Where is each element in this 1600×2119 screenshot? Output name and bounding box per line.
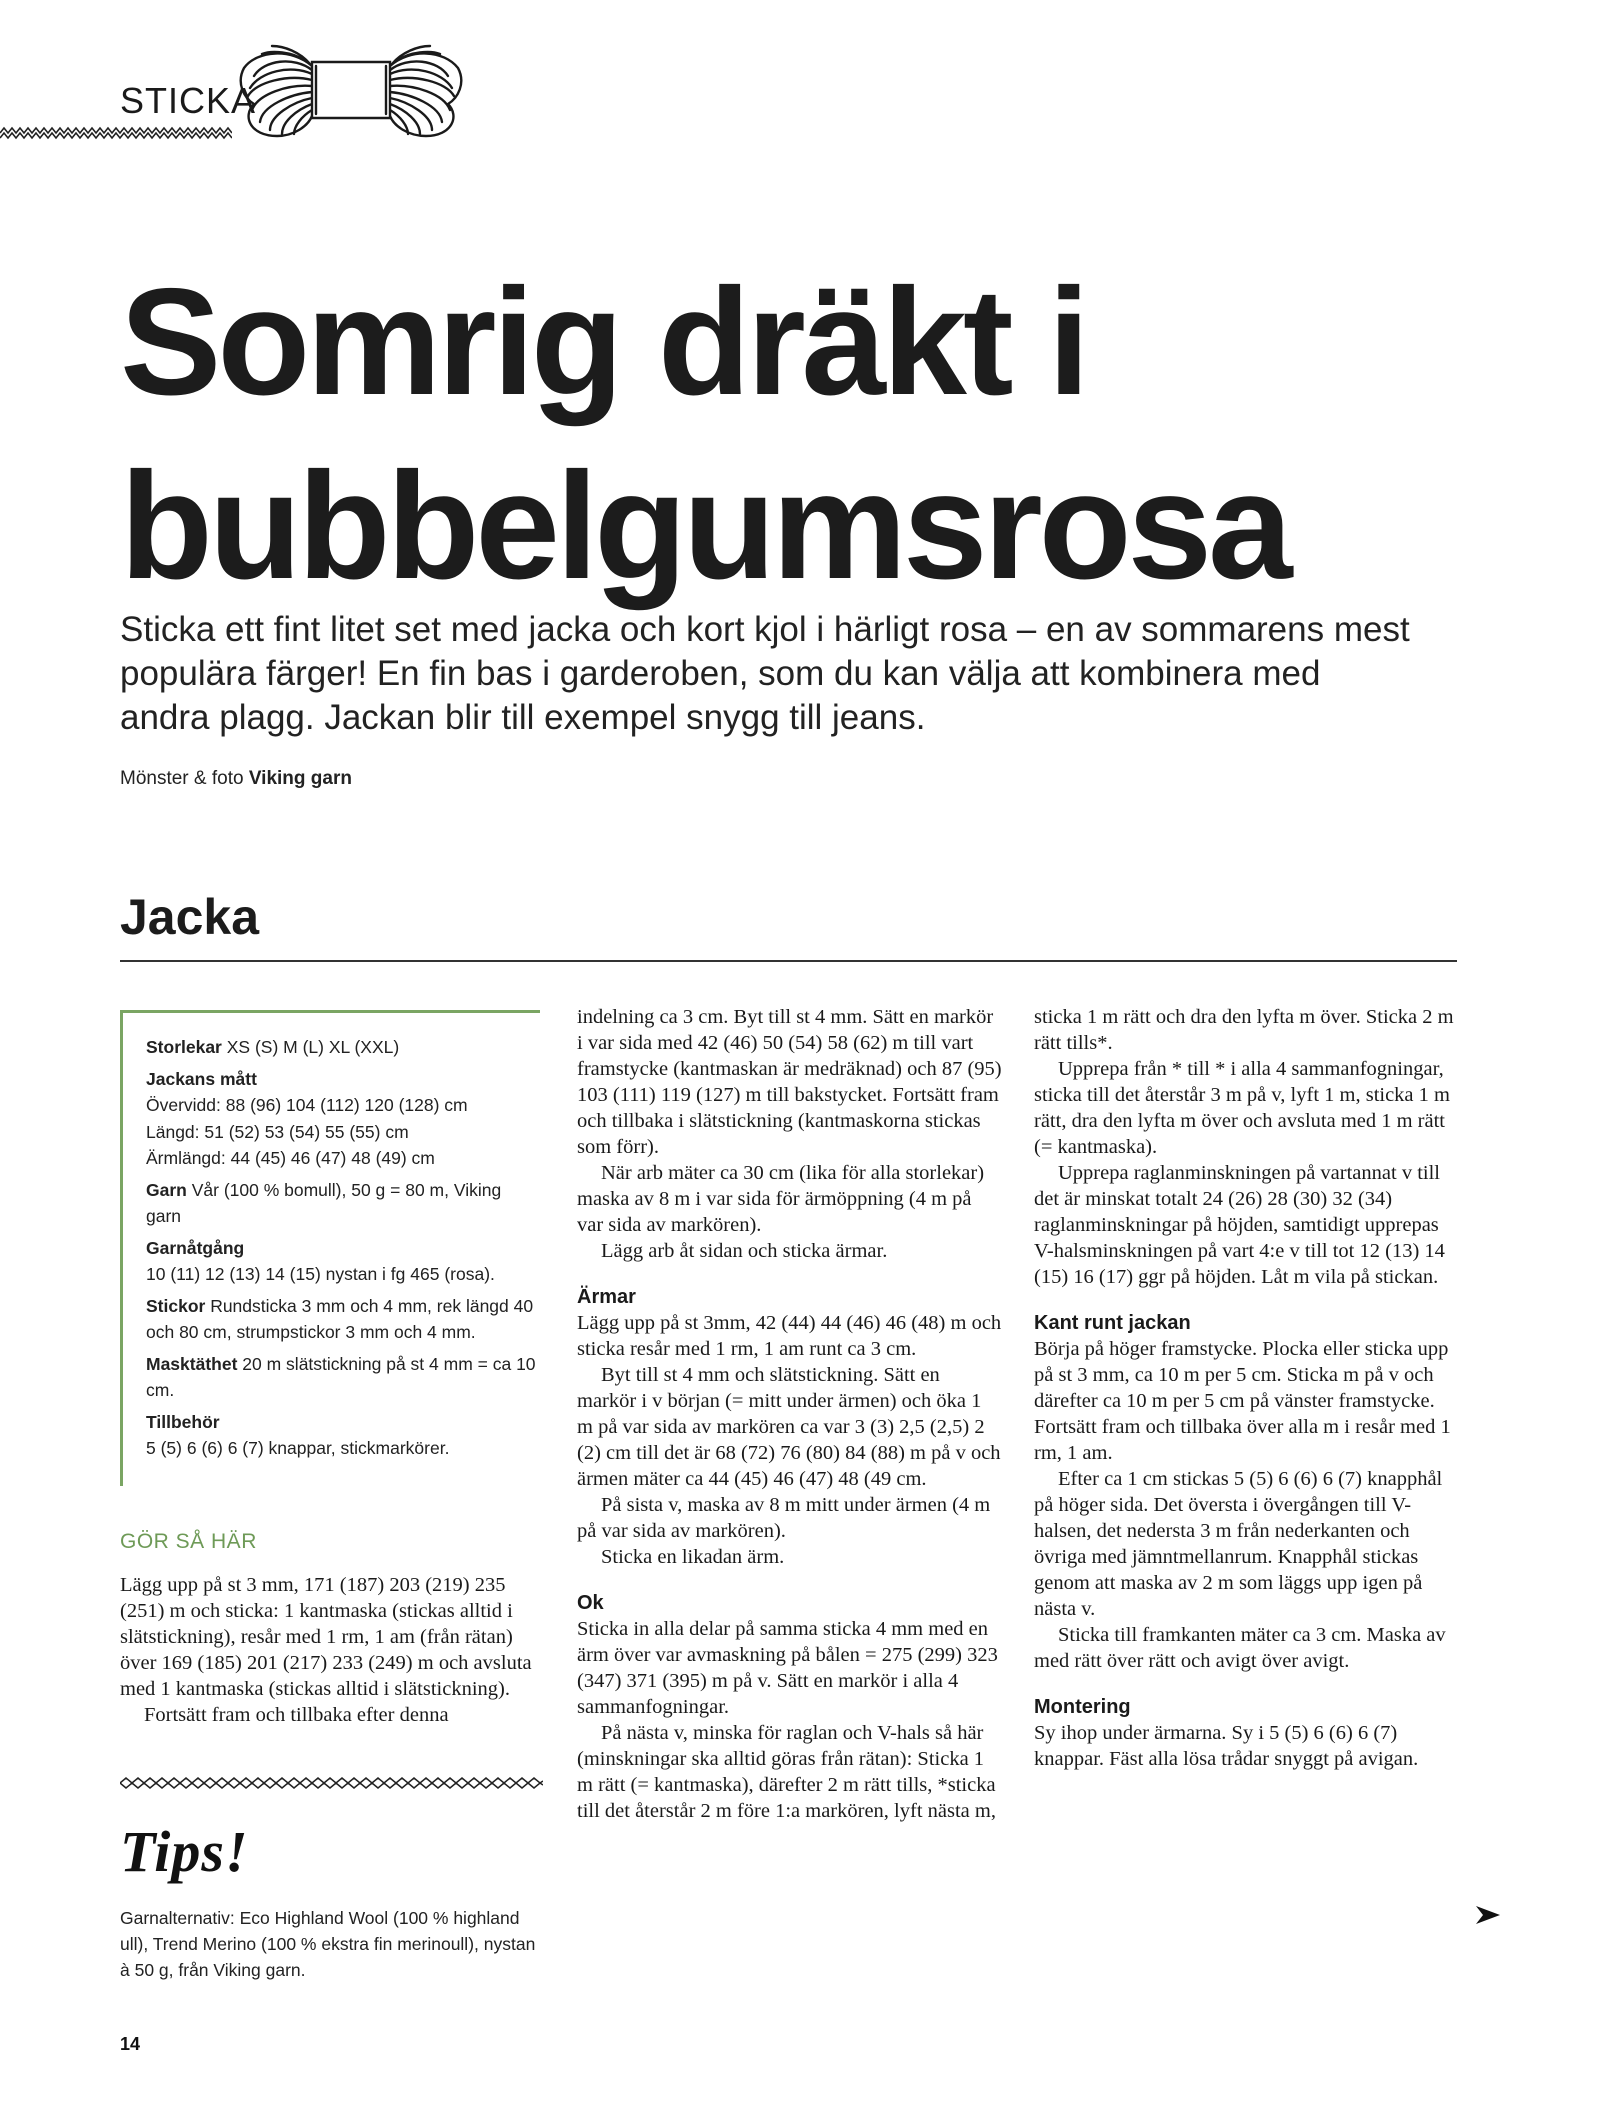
fact-accessories-value: 5 (5) 6 (6) 6 (7) knappar, stickmarkörer. <box>146 1438 450 1458</box>
fact-needles <box>146 1293 541 1346</box>
paragraph: indelning ca 3 cm. Byt till st 4 mm. Sätt en markör i var sida med 42 (46) 50 (54) 58 (62) m till vart framstycke (kantmaskan är medräknad) och 87 (95) 103 (111) 119 (127) m till bakstycket. Fortsätt fram och tillbaka i slätstickning (kantmaskorna stickas som förr). <box>577 1006 1002 1158</box>
text-column-3 <box>1034 1004 1459 1772</box>
paragraph: Lägg upp på st 3 mm, 171 (187) 203 (219) 235 (251) m och sticka: 1 kantmaska (stickas alltid i slätstickning), resår med 1 rm, 1 am (från rätan) över 169 (185) 201 (217) 233 (249) m och avsluta med 1 kantmaska (stickas alltid i slätstickning). <box>120 1574 532 1700</box>
fact-measure-length: Längd: 51 (52) 53 (54) 55 (55) cm <box>146 1121 409 1142</box>
how-to-heading: GÖR SÅ HÄR <box>120 1530 257 1553</box>
paragraph: Börja på höger framstycke. Plocka eller sticka upp på st 3 mm, ca 10 m per 5 cm. Sticka m på v och därefter ca 10 m per 5 cm på vänster framstycke. Fortsätt fram och tillbaka över alla m i resår med 1 rm, 1 am. <box>1034 1338 1451 1464</box>
article-intro: Sticka ett fint litet set med jacka och kort kjol i härligt rosa – en av sommarens mest populära färger! En fin bas i garderoben, som du kan välja att kombinera med andra plagg. Jackan blir till exempel snygg till jeans. <box>120 610 1410 737</box>
facts-box-left-border <box>120 1010 123 1486</box>
fact-measure-chest: Övervidd: 88 (96) 104 (112) 120 (128) cm <box>146 1095 468 1115</box>
fact-consumption <box>146 1235 541 1288</box>
tips-zigzag-divider <box>120 1776 543 1790</box>
fact-sizes-label: Storlekar <box>146 1037 222 1057</box>
paragraph: Upprepa raglanminskningen på vartannat v till det är minskat totalt 24 (26) 28 (30) 32 (34) raglanminskningar på höjden, samtidigt upprepas V-halsminskningen på vart 4:e v till tot 12 (13) 14 (15) 16 (17) ggr på höjden. Låt m vila på stickan. <box>1034 1162 1445 1288</box>
fact-sizes-value: XS (S) M (L) XL (XXL) <box>221 1037 400 1057</box>
arrow-right-icon <box>1476 1904 1500 1926</box>
paragraph: sticka 1 m rätt och dra den lyfta m över. Sticka 2 m rätt tills*. <box>1034 1006 1454 1054</box>
paragraph: Sy ihop under ärmarna. Sy i 5 (5) 6 (6) 6 (7) knappar. Fäst alla lösa trådar snyggt på avigan. <box>1034 1722 1419 1770</box>
fact-gauge-label: Masktäthet <box>146 1353 238 1374</box>
paragraph: Efter ca 1 cm stickas 5 (5) 6 (6) 6 (7) knapphål på höger sida. Det översta i övergången till V-halsen, det nedersta 3 m från nederkanten och övriga med jämntmellanrum. Knapphål stickas genom att maska av 2 m som läggs upp igen på nästa v. <box>1034 1468 1443 1620</box>
fact-gauge-value: 20 m slätstickning på st 4 mm = ca 10 cm. <box>146 1353 536 1400</box>
fact-accessories <box>146 1409 541 1462</box>
tips-heading: Tips! <box>120 1819 249 1884</box>
yarn-skein-icon <box>232 38 472 148</box>
subheading-sleeves: Ärmar <box>577 1286 636 1308</box>
subheading-yoke: Ok <box>577 1592 604 1614</box>
header-zigzag-divider <box>0 125 232 141</box>
paragraph: När arb mäter ca 30 cm (lika för alla storlekar) maska av 8 m i var sida för ärmöppning (4 m på var sida av markören). <box>577 1162 985 1236</box>
text-column-1 <box>120 1572 545 1728</box>
fact-yarn-label: Garn <box>146 1179 187 1200</box>
section-tag: STICKA <box>120 80 257 121</box>
fact-needles-value: Rundsticka 3 mm och 4 mm, rek längd 40 och 80 cm, strumpstickor 3 mm och 4 mm. <box>146 1295 534 1342</box>
paragraph: På sista v, maska av 8 m mitt under ärmen (4 m på var sida av markören). <box>577 1494 991 1542</box>
page-number: 14 <box>120 2034 141 2054</box>
article-title <box>120 250 1520 618</box>
fact-yarn <box>146 1177 541 1230</box>
paragraph: Byt till st 4 mm och slätstickning. Sätt en markör i v början (= mitt under ärmen) och öka 1 m på var sida av markören ca var 3 (3) 2,5 (2,5) 2 (2) cm till det är 68 (72) 76 (80) 84 (88) m på v och ärmen mäter ca 44 (45) 46 (47) 48 (49 cm. <box>577 1364 1001 1490</box>
fact-measure-sleeve: Ärmlängd: 44 (45) 46 (47) 48 (49) cm <box>146 1148 435 1168</box>
fact-measures <box>146 1066 541 1172</box>
paragraph: Sticka en likadan ärm. <box>601 1546 785 1568</box>
title-line-2: bubbelgumsrosa <box>120 441 1289 611</box>
subheading-edge: Kant runt jackan <box>1034 1312 1191 1334</box>
paragraph: Sticka till framkanten mäter ca 3 cm. Maska av med rätt över rätt och avigt över avigt. <box>1034 1624 1446 1672</box>
fact-sizes <box>146 1034 541 1061</box>
fact-consumption-label: Garnåtgång <box>146 1237 245 1258</box>
fact-accessories-label: Tillbehör <box>146 1411 220 1432</box>
article-credit <box>120 768 352 790</box>
credit-prefix: Mönster & foto <box>120 768 249 789</box>
credit-name: Viking garn <box>248 768 352 789</box>
paragraph: På nästa v, minska för raglan och V-hals så här (minskningar ska alltid göras från rätan): Sticka 1 m rätt (= kantmaska), därefter 2 m rätt tills, *sticka till det återstår 2 m före 1:a markören, lyft nästa m, <box>577 1722 996 1822</box>
facts-box <box>146 1034 541 1467</box>
paragraph: Upprepa från * till * i alla 4 sammanfogningar, sticka till det återstår 3 m på v, lyft 1 m, sticka 1 m rätt, dra den lyfta m över och avsluta med 1 m rätt (= kantmaska). <box>1034 1058 1450 1158</box>
fact-gauge <box>146 1351 541 1404</box>
facts-box-top-border <box>120 1010 540 1013</box>
section-heading-jacka: Jacka <box>120 889 260 945</box>
paragraph: Lägg upp på st 3mm, 42 (44) 44 (46) 46 (48) m och sticka resår med 1 rm, 1 am runt ca 3 cm. <box>577 1312 1002 1360</box>
tips-text: Garnalternativ: Eco Highland Wool (100 % highland ull), Trend Merino (100 % ekstra fin merinoull), nystan à 50 g, från Viking garn. <box>120 1908 536 1980</box>
paragraph: Fortsätt fram och tillbaka efter denna <box>144 1704 449 1726</box>
fact-yarn-value: Vår (100 % bomull), 50 g = 80 m, Viking garn <box>146 1179 502 1226</box>
text-column-2 <box>577 1004 1002 1824</box>
fact-consumption-value: 10 (11) 12 (13) 14 (15) nystan i fg 465 (rosa). <box>146 1264 495 1284</box>
paragraph: Sticka in alla delar på samma sticka 4 mm med en ärm över var avmaskning på bålen = 275 (299) 323 (347) 371 (395) m på v. Sätt en markör i alla 4 sammanfogningar. <box>577 1618 998 1718</box>
section-rule <box>120 960 1457 962</box>
fact-needles-label: Stickor <box>146 1295 206 1316</box>
paragraph: Lägg arb åt sidan och sticka ärmar. <box>601 1240 888 1262</box>
subheading-assembly: Montering <box>1034 1696 1131 1718</box>
fact-measures-label: Jackans mått <box>146 1068 257 1089</box>
title-line-1: Somrig dräkt i <box>120 257 1086 427</box>
